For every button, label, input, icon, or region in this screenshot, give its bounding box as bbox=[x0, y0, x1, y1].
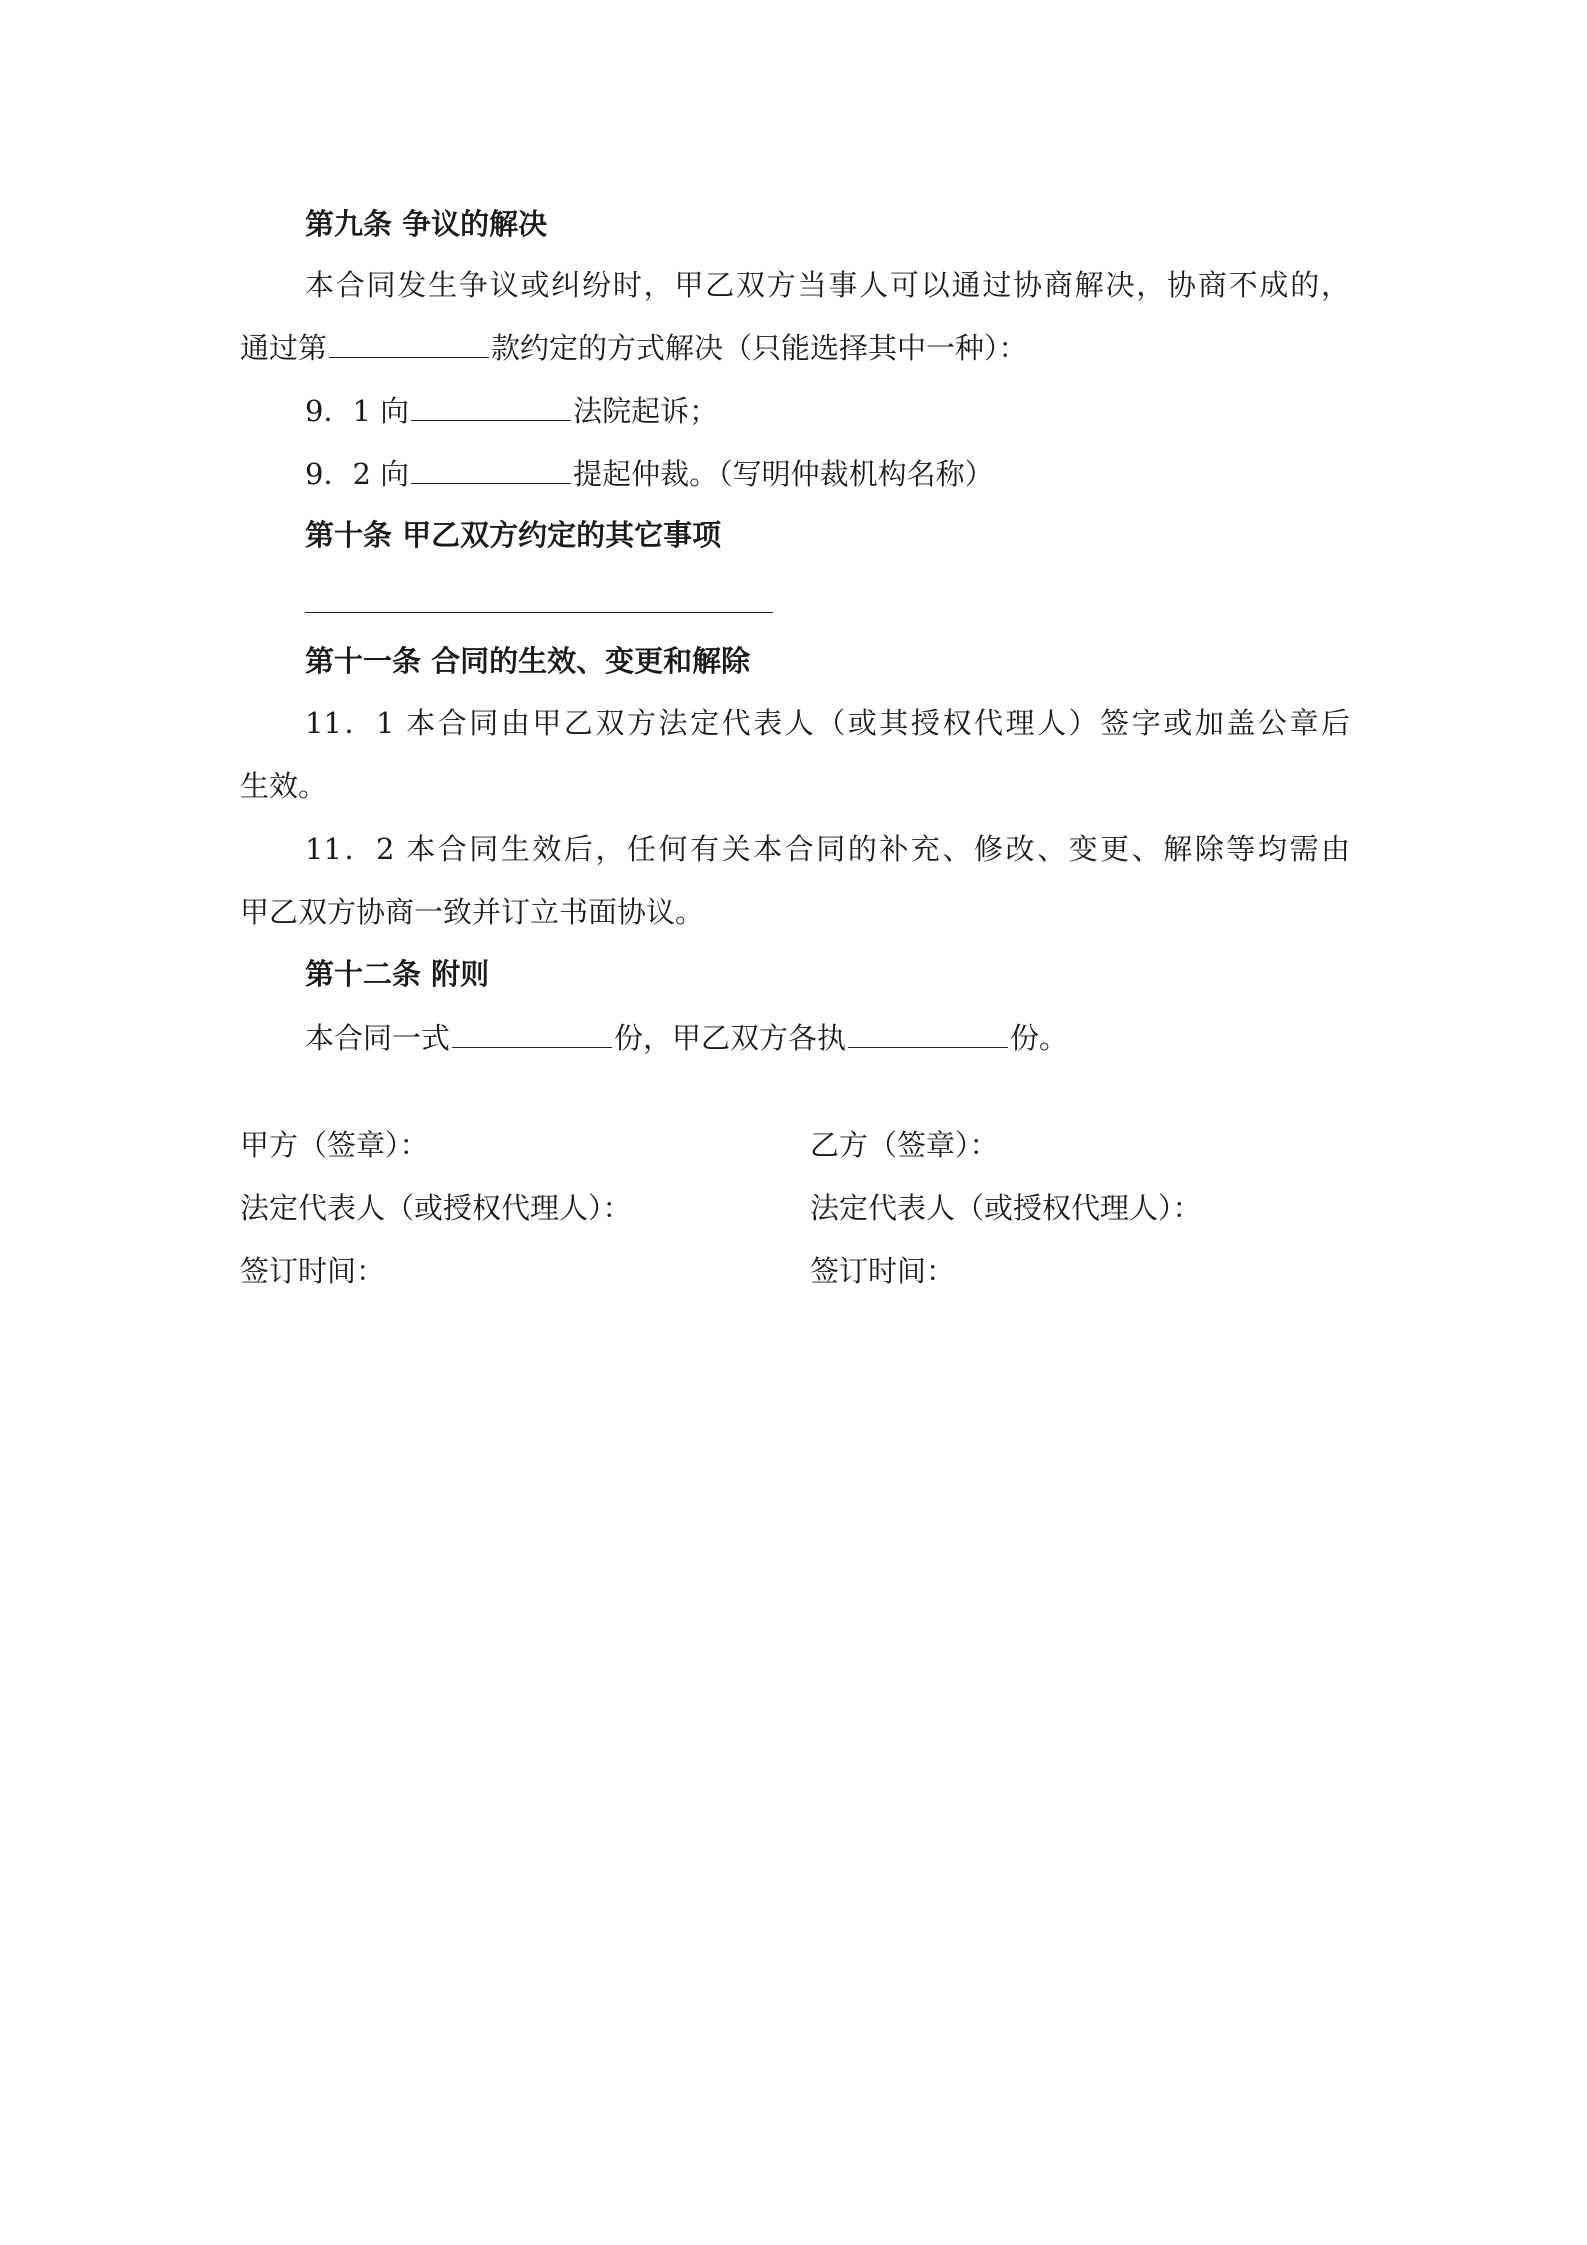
article9-paragraph-line1: 本合同发生争议或纠纷时，甲乙双方当事人可以通过协商解决，协商不成的， bbox=[305, 268, 1350, 302]
article9-item2 bbox=[305, 453, 994, 494]
article12-heading: 第十二条 附则 bbox=[305, 957, 490, 991]
article11-clause2-line1: 11．2 本合同生效后，任何有关本合同的补充、修改、变更、解除等均需由 bbox=[305, 832, 1350, 866]
article9-item2-prefix: 9．2 向 bbox=[305, 457, 410, 491]
article9-item1 bbox=[305, 390, 718, 431]
party-a-sign-date: 签订时间： bbox=[240, 1254, 386, 1288]
article9-item1-suffix: 法院起诉； bbox=[573, 394, 719, 428]
article9-line2-prefix: 通过第 bbox=[240, 331, 328, 365]
other-matters-blank-line[interactable] bbox=[305, 612, 773, 613]
article11-clause2-line2: 甲乙双方协商一致并订立书面协议。 bbox=[240, 895, 705, 929]
article12-copies-line bbox=[305, 1017, 1068, 1058]
article9-line2-suffix: 款约定的方式解决（只能选择其中一种）： bbox=[491, 331, 1028, 365]
article11-heading: 第十一条 合同的生效、变更和解除 bbox=[305, 644, 751, 678]
party-a-seal: 甲方（签章）： bbox=[240, 1128, 429, 1162]
copies-middle: 份，甲乙双方各执 bbox=[614, 1021, 847, 1055]
party-a-representative: 法定代表人（或授权代理人）： bbox=[240, 1191, 632, 1225]
clause-number-blank[interactable] bbox=[329, 327, 489, 358]
copies-prefix: 本合同一式 bbox=[305, 1021, 451, 1055]
party-b-seal: 乙方（签章）： bbox=[810, 1128, 999, 1162]
article9-item2-suffix: 提起仲裁。（写明仲裁机构名称） bbox=[573, 457, 994, 491]
article9-paragraph-line2 bbox=[240, 327, 1028, 368]
total-copies-blank[interactable] bbox=[452, 1017, 612, 1048]
article9-heading: 第九条 争议的解决 bbox=[305, 207, 548, 241]
party-b-sign-date: 签订时间： bbox=[810, 1254, 956, 1288]
court-name-blank[interactable] bbox=[411, 390, 571, 421]
arbitration-body-blank[interactable] bbox=[411, 453, 571, 484]
article11-clause1-line1: 11．1 本合同由甲乙双方法定代表人（或其授权代理人）签字或加盖公章后 bbox=[305, 706, 1350, 740]
article11-clause1-line2: 生效。 bbox=[240, 769, 328, 803]
article10-heading: 第十条 甲乙双方约定的其它事项 bbox=[305, 518, 722, 552]
copies-suffix: 份。 bbox=[1010, 1021, 1069, 1055]
article9-item1-prefix: 9．1 向 bbox=[305, 394, 410, 428]
each-party-copies-blank[interactable] bbox=[848, 1017, 1008, 1048]
party-b-representative: 法定代表人（或授权代理人）： bbox=[810, 1191, 1202, 1225]
